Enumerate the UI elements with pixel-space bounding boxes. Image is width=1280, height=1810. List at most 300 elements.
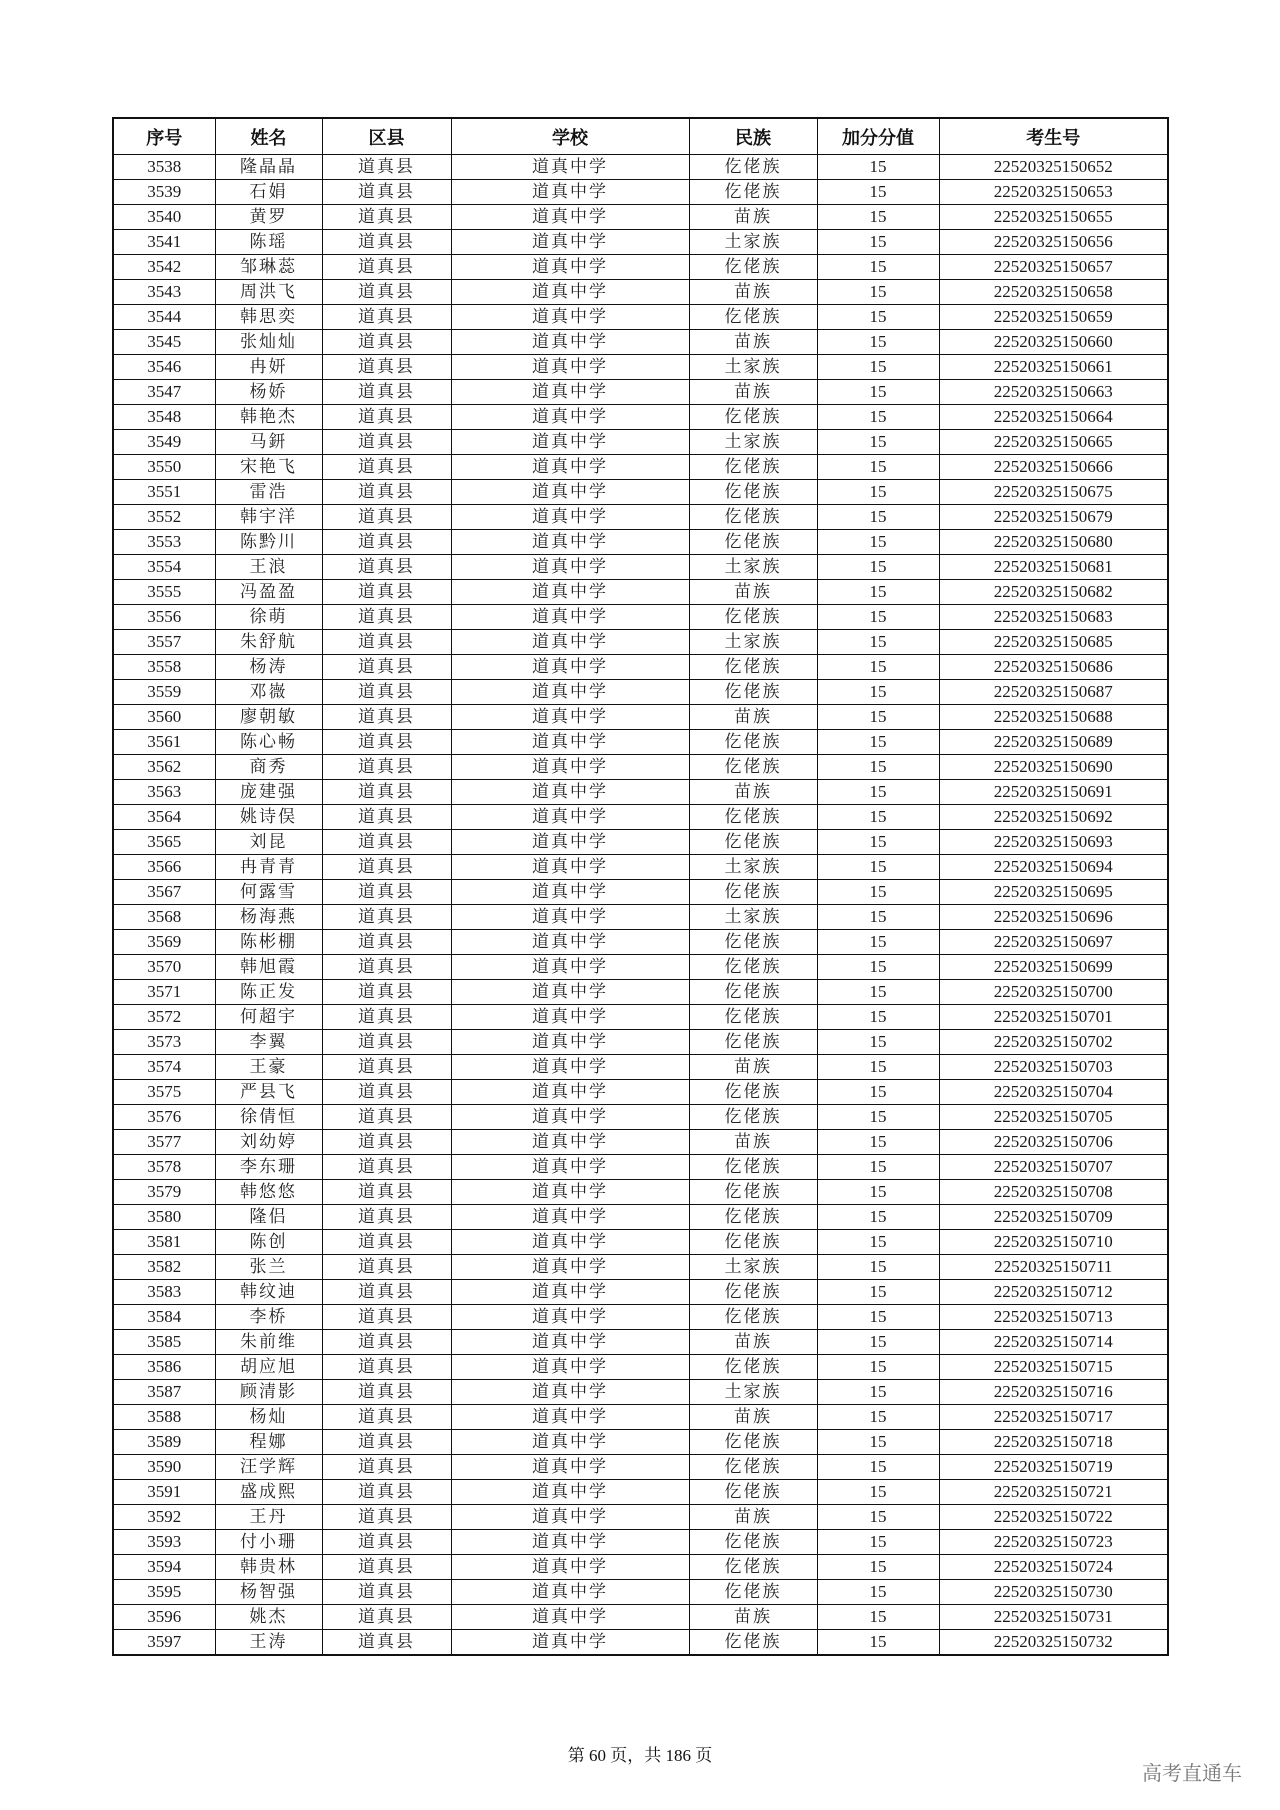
- cell-county: 道真县: [322, 180, 451, 205]
- cell-ethnicity: 苗族: [689, 280, 817, 305]
- table-row: [113, 405, 1168, 430]
- cell-name: 陈瑶: [215, 230, 322, 255]
- cell-bonus-points: 15: [817, 1555, 939, 1580]
- cell-county: 道真县: [322, 1580, 451, 1605]
- cell-ethnicity: 土家族: [689, 430, 817, 455]
- cell-county: 道真县: [322, 1630, 451, 1656]
- cell-serial-number: 3594: [113, 1555, 215, 1580]
- cell-serial-number: 3559: [113, 680, 215, 705]
- cell-county: 道真县: [322, 655, 451, 680]
- cell-name: 王浪: [215, 555, 322, 580]
- cell-serial-number: 3590: [113, 1455, 215, 1480]
- cell-candidate-number: 22520325150696: [939, 905, 1168, 930]
- cell-serial-number: 3545: [113, 330, 215, 355]
- cell-name: 李东珊: [215, 1155, 322, 1180]
- cell-serial-number: 3570: [113, 955, 215, 980]
- cell-bonus-points: 15: [817, 255, 939, 280]
- cell-county: 道真县: [322, 1255, 451, 1280]
- cell-name: 杨娇: [215, 380, 322, 405]
- table-row: [113, 230, 1168, 255]
- cell-ethnicity: 仡佬族: [689, 1430, 817, 1455]
- cell-serial-number: 3541: [113, 230, 215, 255]
- cell-candidate-number: 22520325150702: [939, 1030, 1168, 1055]
- cell-serial-number: 3596: [113, 1605, 215, 1630]
- table-row: [113, 655, 1168, 680]
- cell-candidate-number: 22520325150693: [939, 830, 1168, 855]
- header-bonus-points: 加分分值: [817, 118, 939, 155]
- cell-candidate-number: 22520325150724: [939, 1555, 1168, 1580]
- cell-school: 道真中学: [451, 680, 689, 705]
- bonus-points-table: [112, 117, 1169, 1656]
- cell-bonus-points: 15: [817, 905, 939, 930]
- table-row: [113, 1105, 1168, 1130]
- cell-bonus-points: 15: [817, 630, 939, 655]
- cell-ethnicity: 土家族: [689, 1255, 817, 1280]
- cell-serial-number: 3547: [113, 380, 215, 405]
- cell-bonus-points: 15: [817, 1005, 939, 1030]
- cell-ethnicity: 仡佬族: [689, 1280, 817, 1305]
- cell-bonus-points: 15: [817, 1255, 939, 1280]
- cell-name: 韩旭霞: [215, 955, 322, 980]
- cell-candidate-number: 22520325150686: [939, 655, 1168, 680]
- cell-county: 道真县: [322, 705, 451, 730]
- cell-name: 廖朝敏: [215, 705, 322, 730]
- table-row: [113, 1330, 1168, 1355]
- cell-bonus-points: 15: [817, 1505, 939, 1530]
- cell-school: 道真中学: [451, 405, 689, 430]
- cell-bonus-points: 15: [817, 730, 939, 755]
- cell-bonus-points: 15: [817, 655, 939, 680]
- cell-serial-number: 3575: [113, 1080, 215, 1105]
- cell-school: 道真中学: [451, 1405, 689, 1430]
- cell-serial-number: 3562: [113, 755, 215, 780]
- cell-name: 徐萌: [215, 605, 322, 630]
- cell-name: 刘昆: [215, 830, 322, 855]
- cell-bonus-points: 15: [817, 1305, 939, 1330]
- cell-serial-number: 3582: [113, 1255, 215, 1280]
- cell-candidate-number: 22520325150713: [939, 1305, 1168, 1330]
- cell-ethnicity: 土家族: [689, 555, 817, 580]
- cell-serial-number: 3551: [113, 480, 215, 505]
- cell-county: 道真县: [322, 355, 451, 380]
- cell-bonus-points: 15: [817, 1430, 939, 1455]
- table-row: [113, 555, 1168, 580]
- cell-bonus-points: 15: [817, 155, 939, 180]
- cell-bonus-points: 15: [817, 1605, 939, 1630]
- cell-name: 冉妍: [215, 355, 322, 380]
- cell-ethnicity: 苗族: [689, 1055, 817, 1080]
- cell-candidate-number: 22520325150694: [939, 855, 1168, 880]
- table-row: [113, 180, 1168, 205]
- table-row: [113, 880, 1168, 905]
- cell-ethnicity: 仡佬族: [689, 805, 817, 830]
- cell-candidate-number: 22520325150685: [939, 630, 1168, 655]
- cell-school: 道真中学: [451, 505, 689, 530]
- cell-bonus-points: 15: [817, 980, 939, 1005]
- cell-name: 李翼: [215, 1030, 322, 1055]
- cell-county: 道真县: [322, 1430, 451, 1455]
- cell-county: 道真县: [322, 1530, 451, 1555]
- cell-name: 徐倩恒: [215, 1105, 322, 1130]
- cell-school: 道真中学: [451, 1280, 689, 1305]
- cell-name: 隆晶晶: [215, 155, 322, 180]
- cell-candidate-number: 22520325150699: [939, 955, 1168, 980]
- cell-school: 道真中学: [451, 1180, 689, 1205]
- table-row: [113, 605, 1168, 630]
- cell-county: 道真县: [322, 480, 451, 505]
- cell-county: 道真县: [322, 1305, 451, 1330]
- cell-school: 道真中学: [451, 480, 689, 505]
- cell-candidate-number: 22520325150707: [939, 1155, 1168, 1180]
- table-row: [113, 530, 1168, 555]
- cell-county: 道真县: [322, 1605, 451, 1630]
- cell-name: 黄罗: [215, 205, 322, 230]
- cell-bonus-points: 15: [817, 580, 939, 605]
- cell-serial-number: 3548: [113, 405, 215, 430]
- table-row: [113, 1030, 1168, 1055]
- cell-ethnicity: 仡佬族: [689, 1355, 817, 1380]
- cell-name: 何超宇: [215, 1005, 322, 1030]
- cell-ethnicity: 苗族: [689, 780, 817, 805]
- table-row: [113, 305, 1168, 330]
- cell-school: 道真中学: [451, 355, 689, 380]
- cell-county: 道真县: [322, 1455, 451, 1480]
- cell-candidate-number: 22520325150659: [939, 305, 1168, 330]
- cell-school: 道真中学: [451, 855, 689, 880]
- cell-name: 王涛: [215, 1630, 322, 1656]
- cell-school: 道真中学: [451, 1530, 689, 1555]
- cell-bonus-points: 15: [817, 380, 939, 405]
- cell-school: 道真中学: [451, 705, 689, 730]
- cell-serial-number: 3576: [113, 1105, 215, 1130]
- table-row: [113, 1380, 1168, 1405]
- table-row: [113, 955, 1168, 980]
- cell-county: 道真县: [322, 880, 451, 905]
- cell-school: 道真中学: [451, 1130, 689, 1155]
- cell-bonus-points: 15: [817, 205, 939, 230]
- table-row: [113, 1255, 1168, 1280]
- cell-name: 姚诗俣: [215, 805, 322, 830]
- cell-candidate-number: 22520325150681: [939, 555, 1168, 580]
- cell-school: 道真中学: [451, 180, 689, 205]
- cell-serial-number: 3592: [113, 1505, 215, 1530]
- cell-name: 张兰: [215, 1255, 322, 1280]
- cell-serial-number: 3587: [113, 1380, 215, 1405]
- cell-county: 道真县: [322, 380, 451, 405]
- cell-county: 道真县: [322, 1280, 451, 1305]
- cell-ethnicity: 仡佬族: [689, 605, 817, 630]
- cell-school: 道真中学: [451, 255, 689, 280]
- cell-school: 道真中学: [451, 955, 689, 980]
- cell-school: 道真中学: [451, 1630, 689, 1656]
- cell-ethnicity: 仡佬族: [689, 1180, 817, 1205]
- cell-bonus-points: 15: [817, 1030, 939, 1055]
- cell-ethnicity: 仡佬族: [689, 655, 817, 680]
- cell-school: 道真中学: [451, 605, 689, 630]
- cell-candidate-number: 22520325150683: [939, 605, 1168, 630]
- cell-serial-number: 3538: [113, 155, 215, 180]
- cell-school: 道真中学: [451, 330, 689, 355]
- cell-name: 韩宇洋: [215, 505, 322, 530]
- cell-name: 姚杰: [215, 1605, 322, 1630]
- cell-school: 道真中学: [451, 1155, 689, 1180]
- cell-candidate-number: 22520325150687: [939, 680, 1168, 705]
- table-row: [113, 855, 1168, 880]
- watermark-text: 高考直通车: [1142, 1761, 1242, 1785]
- cell-ethnicity: 土家族: [689, 355, 817, 380]
- cell-serial-number: 3542: [113, 255, 215, 280]
- cell-county: 道真县: [322, 1330, 451, 1355]
- cell-bonus-points: 15: [817, 1580, 939, 1605]
- cell-candidate-number: 22520325150690: [939, 755, 1168, 780]
- cell-candidate-number: 22520325150709: [939, 1205, 1168, 1230]
- cell-serial-number: 3565: [113, 830, 215, 855]
- cell-bonus-points: 15: [817, 555, 939, 580]
- cell-bonus-points: 15: [817, 280, 939, 305]
- cell-bonus-points: 15: [817, 830, 939, 855]
- cell-bonus-points: 15: [817, 305, 939, 330]
- cell-ethnicity: 仡佬族: [689, 1155, 817, 1180]
- cell-bonus-points: 15: [817, 1105, 939, 1130]
- cell-name: 雷浩: [215, 480, 322, 505]
- cell-name: 朱前维: [215, 1330, 322, 1355]
- cell-candidate-number: 22520325150719: [939, 1455, 1168, 1480]
- cell-county: 道真县: [322, 1505, 451, 1530]
- cell-county: 道真县: [322, 605, 451, 630]
- cell-school: 道真中学: [451, 1380, 689, 1405]
- table-row: [113, 380, 1168, 405]
- cell-school: 道真中学: [451, 630, 689, 655]
- cell-county: 道真县: [322, 1055, 451, 1080]
- cell-serial-number: 3593: [113, 1530, 215, 1555]
- cell-school: 道真中学: [451, 280, 689, 305]
- cell-candidate-number: 22520325150655: [939, 205, 1168, 230]
- cell-candidate-number: 22520325150721: [939, 1480, 1168, 1505]
- cell-candidate-number: 22520325150692: [939, 805, 1168, 830]
- cell-county: 道真县: [322, 1380, 451, 1405]
- cell-school: 道真中学: [451, 1255, 689, 1280]
- table-row: [113, 580, 1168, 605]
- cell-name: 何露雪: [215, 880, 322, 905]
- cell-serial-number: 3578: [113, 1155, 215, 1180]
- cell-county: 道真县: [322, 955, 451, 980]
- cell-school: 道真中学: [451, 980, 689, 1005]
- cell-name: 韩贵林: [215, 1555, 322, 1580]
- cell-school: 道真中学: [451, 755, 689, 780]
- header-school: 学校: [451, 118, 689, 155]
- cell-school: 道真中学: [451, 1005, 689, 1030]
- table-row: [113, 755, 1168, 780]
- cell-ethnicity: 仡佬族: [689, 1080, 817, 1105]
- cell-county: 道真县: [322, 230, 451, 255]
- cell-county: 道真县: [322, 1230, 451, 1255]
- cell-candidate-number: 22520325150723: [939, 1530, 1168, 1555]
- cell-name: 陈黔川: [215, 530, 322, 555]
- cell-name: 庞建强: [215, 780, 322, 805]
- cell-ethnicity: 土家族: [689, 905, 817, 930]
- cell-county: 道真县: [322, 305, 451, 330]
- cell-bonus-points: 15: [817, 1180, 939, 1205]
- cell-county: 道真县: [322, 1030, 451, 1055]
- cell-ethnicity: 仡佬族: [689, 880, 817, 905]
- cell-county: 道真县: [322, 1555, 451, 1580]
- cell-ethnicity: 仡佬族: [689, 955, 817, 980]
- cell-bonus-points: 15: [817, 1630, 939, 1656]
- cell-candidate-number: 22520325150688: [939, 705, 1168, 730]
- cell-bonus-points: 15: [817, 780, 939, 805]
- header-name: 姓名: [215, 118, 322, 155]
- cell-school: 道真中学: [451, 805, 689, 830]
- cell-candidate-number: 22520325150666: [939, 455, 1168, 480]
- cell-county: 道真县: [322, 455, 451, 480]
- cell-school: 道真中学: [451, 1605, 689, 1630]
- cell-candidate-number: 22520325150706: [939, 1130, 1168, 1155]
- cell-county: 道真县: [322, 1180, 451, 1205]
- table-row: [113, 1080, 1168, 1105]
- header-county: 区县: [322, 118, 451, 155]
- cell-bonus-points: 15: [817, 930, 939, 955]
- cell-county: 道真县: [322, 580, 451, 605]
- cell-school: 道真中学: [451, 1455, 689, 1480]
- cell-serial-number: 3550: [113, 455, 215, 480]
- cell-candidate-number: 22520325150664: [939, 405, 1168, 430]
- cell-serial-number: 3540: [113, 205, 215, 230]
- cell-name: 顾清影: [215, 1380, 322, 1405]
- cell-candidate-number: 22520325150714: [939, 1330, 1168, 1355]
- cell-school: 道真中学: [451, 730, 689, 755]
- table-row: [113, 1005, 1168, 1030]
- table-row: [113, 1555, 1168, 1580]
- header-ethnicity: 民族: [689, 118, 817, 155]
- cell-candidate-number: 22520325150703: [939, 1055, 1168, 1080]
- cell-ethnicity: 仡佬族: [689, 1530, 817, 1555]
- cell-name: 刘幼婷: [215, 1130, 322, 1155]
- table-row: [113, 255, 1168, 280]
- cell-school: 道真中学: [451, 155, 689, 180]
- cell-bonus-points: 15: [817, 1230, 939, 1255]
- cell-name: 邓嶶: [215, 680, 322, 705]
- table-row: [113, 1180, 1168, 1205]
- cell-candidate-number: 22520325150680: [939, 530, 1168, 555]
- cell-bonus-points: 15: [817, 1205, 939, 1230]
- cell-name: 马鈃: [215, 430, 322, 455]
- cell-ethnicity: 仡佬族: [689, 1105, 817, 1130]
- cell-candidate-number: 22520325150658: [939, 280, 1168, 305]
- cell-serial-number: 3546: [113, 355, 215, 380]
- cell-ethnicity: 仡佬族: [689, 1305, 817, 1330]
- cell-ethnicity: 仡佬族: [689, 305, 817, 330]
- cell-candidate-number: 22520325150679: [939, 505, 1168, 530]
- cell-ethnicity: 仡佬族: [689, 980, 817, 1005]
- cell-county: 道真县: [322, 730, 451, 755]
- cell-serial-number: 3560: [113, 705, 215, 730]
- cell-candidate-number: 22520325150653: [939, 180, 1168, 205]
- table-row: [113, 680, 1168, 705]
- table-row: [113, 780, 1168, 805]
- cell-serial-number: 3571: [113, 980, 215, 1005]
- cell-county: 道真县: [322, 555, 451, 580]
- cell-name: 陈创: [215, 1230, 322, 1255]
- table-row: [113, 505, 1168, 530]
- cell-serial-number: 3543: [113, 280, 215, 305]
- cell-ethnicity: 仡佬族: [689, 255, 817, 280]
- cell-candidate-number: 22520325150657: [939, 255, 1168, 280]
- table-row: [113, 155, 1168, 180]
- cell-name: 陈心畅: [215, 730, 322, 755]
- cell-county: 道真县: [322, 1355, 451, 1380]
- cell-ethnicity: 仡佬族: [689, 530, 817, 555]
- cell-school: 道真中学: [451, 530, 689, 555]
- cell-serial-number: 3591: [113, 1480, 215, 1505]
- cell-bonus-points: 15: [817, 680, 939, 705]
- cell-name: 杨海燕: [215, 905, 322, 930]
- cell-ethnicity: 仡佬族: [689, 730, 817, 755]
- cell-school: 道真中学: [451, 930, 689, 955]
- cell-serial-number: 3585: [113, 1330, 215, 1355]
- table-row: [113, 1230, 1168, 1255]
- cell-county: 道真县: [322, 1005, 451, 1030]
- cell-serial-number: 3580: [113, 1205, 215, 1230]
- cell-ethnicity: 仡佬族: [689, 1230, 817, 1255]
- cell-serial-number: 3584: [113, 1305, 215, 1330]
- table-row: [113, 1530, 1168, 1555]
- table-row: [113, 1280, 1168, 1305]
- cell-candidate-number: 22520325150661: [939, 355, 1168, 380]
- cell-ethnicity: 仡佬族: [689, 180, 817, 205]
- table-row: [113, 455, 1168, 480]
- cell-serial-number: 3572: [113, 1005, 215, 1030]
- cell-name: 杨灿: [215, 1405, 322, 1430]
- cell-ethnicity: 仡佬族: [689, 1555, 817, 1580]
- table-row: [113, 1305, 1168, 1330]
- cell-bonus-points: 15: [817, 955, 939, 980]
- cell-candidate-number: 22520325150715: [939, 1355, 1168, 1380]
- cell-county: 道真县: [322, 205, 451, 230]
- cell-bonus-points: 15: [817, 855, 939, 880]
- cell-candidate-number: 22520325150700: [939, 980, 1168, 1005]
- table-row: [113, 805, 1168, 830]
- cell-serial-number: 3539: [113, 180, 215, 205]
- cell-serial-number: 3583: [113, 1280, 215, 1305]
- cell-school: 道真中学: [451, 1230, 689, 1255]
- cell-serial-number: 3586: [113, 1355, 215, 1380]
- cell-name: 杨涛: [215, 655, 322, 680]
- cell-serial-number: 3557: [113, 630, 215, 655]
- cell-candidate-number: 22520325150656: [939, 230, 1168, 255]
- cell-candidate-number: 22520325150705: [939, 1105, 1168, 1130]
- cell-county: 道真县: [322, 1480, 451, 1505]
- table-row: [113, 1605, 1168, 1630]
- cell-candidate-number: 22520325150691: [939, 780, 1168, 805]
- cell-school: 道真中学: [451, 1580, 689, 1605]
- table-row: [113, 1505, 1168, 1530]
- cell-school: 道真中学: [451, 1330, 689, 1355]
- cell-serial-number: 3563: [113, 780, 215, 805]
- cell-ethnicity: 土家族: [689, 630, 817, 655]
- cell-bonus-points: 15: [817, 1080, 939, 1105]
- cell-ethnicity: 仡佬族: [689, 505, 817, 530]
- cell-school: 道真中学: [451, 1505, 689, 1530]
- cell-serial-number: 3555: [113, 580, 215, 605]
- cell-candidate-number: 22520325150708: [939, 1180, 1168, 1205]
- cell-bonus-points: 15: [817, 1480, 939, 1505]
- table-row: [113, 980, 1168, 1005]
- table-row: [113, 330, 1168, 355]
- cell-county: 道真县: [322, 530, 451, 555]
- cell-county: 道真县: [322, 830, 451, 855]
- cell-candidate-number: 22520325150704: [939, 1080, 1168, 1105]
- cell-serial-number: 3556: [113, 605, 215, 630]
